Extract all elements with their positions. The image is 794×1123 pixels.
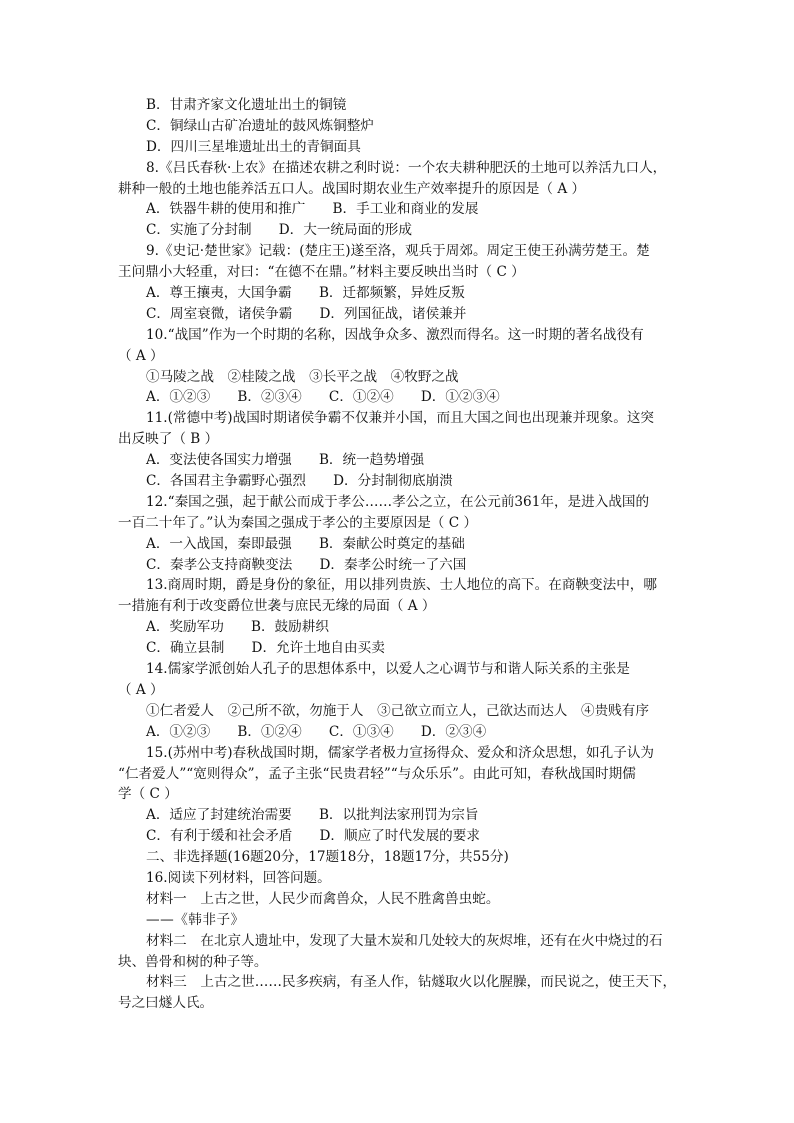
material-3-cont: 号之曰燧人氏。	[118, 995, 214, 1012]
question-10-stem: 10.“战国”作为一个时期的名称，因战争众多、激烈而得名。这一时期的著名战役有	[146, 326, 644, 343]
option-line: C．确立县制 D．允许土地自由买卖	[146, 640, 385, 657]
material-3: 材料三 上古之世……民多疾病，有圣人作，钻燧取火以化腥臊，而民说之，使王天下，	[146, 974, 677, 991]
question-11-stem: 11.(常德中考)战国时期诸侯争霸不仅兼并小国，而且大国之间也出现兼并现象。这突	[146, 410, 655, 427]
material-2: 材料二 在北京人遗址中，发现了大量木炭和几处较大的灰烬堆，还有在火中烧过的石	[146, 932, 663, 949]
option-line: A．奖励军功 B．鼓励耕织	[146, 619, 329, 636]
question-8-stem: 8.《吕氏春秋·上农》在描述农耕之利时说：一个农夫耕种肥沃的土地可以养活九口人，	[146, 159, 667, 176]
option-line: A．一入战国，秦即最强 B．秦献公时奠定的基础	[146, 535, 465, 552]
question-12-stem-cont: 一百二十年了。”认为秦国之强成于孝公的主要原因是（ C ）	[118, 514, 478, 531]
question-14-stem: 14.儒家学派创始人孔子的思想体系中，以爱人之心调节与和谐人际关系的主张是	[146, 661, 630, 678]
option-line: A．适应了封建统治需要 B．以批判法家刑罚为宗旨	[146, 807, 479, 824]
option-line: C．各国君主争霸野心强烈 D．分封制彻底崩溃	[146, 473, 453, 490]
question-content	[118, 95, 680, 1014]
option-line: A．尊王攘夷，大国争霸 B．迁都频繁，异姓反叛	[146, 285, 465, 302]
question-11-stem-cont: 出反映了（ B ）	[118, 431, 219, 448]
option-line: D．四川三星堆遗址出土的青铜面具	[146, 138, 361, 155]
option-line: C．有利于缓和社会矛盾 D．顺应了时代发展的要求	[146, 828, 480, 845]
question-15-stem-cont: 学（ C ）	[118, 786, 178, 803]
option-line: A．①②③ B．②③④ C．①②④ D．①②③④	[146, 389, 500, 406]
item-list: ①仁者爱人 ②己所不欲，勿施于人 ③己欲立而立人，己欲达而达人 ④贵贱有序	[146, 702, 649, 719]
item-list: ①马陵之战 ②桂陵之战 ③长平之战 ④牧野之战	[146, 368, 459, 385]
question-16-stem: 16.阅读下列材料，回答问题。	[146, 869, 331, 886]
option-line: A．①②③ B．①②④ C．①③④ D．②③④	[146, 723, 487, 740]
question-9-stem: 9.《史记·楚世家》记载：(楚庄王)遂至洛，观兵于周郊。周定王使王孙满劳楚王。楚	[146, 243, 650, 260]
question-15-stem: 15.(苏州中考)春秋战国时期，儒家学者极力宣扬得众、爱众和济众思想，如孔子认为	[146, 744, 655, 761]
option-line: C．周室衰微，诸侯争霸 D．列国征战，诸侯兼并	[146, 305, 467, 322]
question-12-stem: 12.“秦国之强，起于献公而成于孝公……孝公之立，在公元前361年，是进入战国的	[146, 493, 650, 510]
option-line: C．秦孝公支持商鞅变法 D．秦孝公时统一了六国	[146, 556, 467, 573]
option-line: B．甘肃齐家文化遗址出土的铜镜	[146, 97, 347, 113]
question-9-stem-cont: 王问鼎小大轻重，对曰：“在德不在鼎。”材料主要反映出当时（ C ）	[118, 264, 525, 281]
option-line: A．变法使各国实力增强 B．统一趋势增强	[146, 452, 425, 469]
option-line: A．铁器牛耕的使用和推广 B．手工业和商业的发展	[146, 201, 479, 218]
material-1-source: ——《韩非子》	[146, 911, 245, 928]
question-13-stem: 13.商周时期，爵是身份的象征，用以排列贵族、士人地位的高下。在商鞅变法中，哪	[146, 577, 657, 594]
section-heading: 二、非选择题(16题20分，17题18分，18题17分，共55分)	[146, 849, 509, 866]
option-line: C．实施了分封制 D．大一统局面的形成	[146, 222, 412, 239]
question-10-answer: （ A ）	[118, 347, 164, 364]
question-8-stem-cont: 耕种一般的土地也能养活五口人。战国时期农业生产效率提升的原因是（ A ）	[118, 180, 586, 197]
material-2-cont: 块、兽骨和树的种子等。	[118, 953, 268, 970]
question-14-answer: （ A ）	[118, 681, 164, 698]
option-line: C．铜绿山古矿冶遗址的鼓风炼铜整炉	[146, 117, 374, 134]
question-15-stem-cont: “仁者爱人”“宽则得众”，孟子主张“民贵君轻”“与众乐乐”。由此可知，春秋战国时期儒	[118, 765, 636, 782]
material-1: 材料一 上古之世，人民少而禽兽众，人民不胜禽兽虫蛇。	[146, 890, 500, 907]
question-13-stem-cont: 一措施有利于改变爵位世袭与庶民无缘的局面（ A ）	[118, 598, 436, 615]
